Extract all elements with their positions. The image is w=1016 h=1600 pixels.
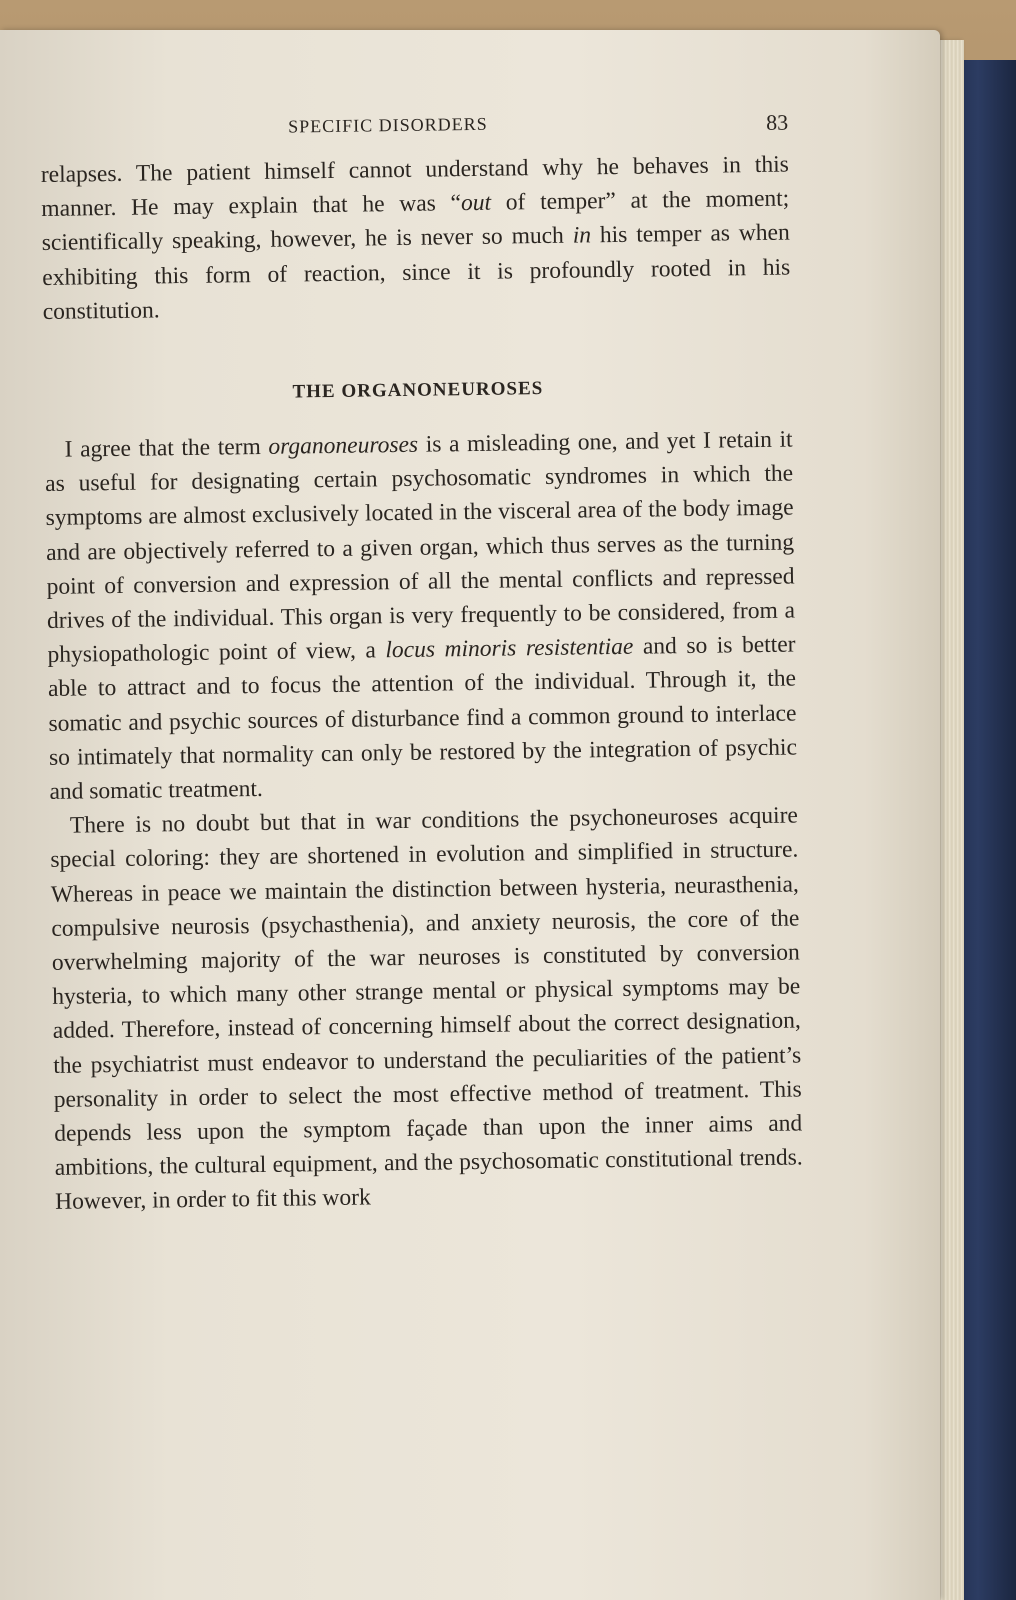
- text-run: his temper as when exhibiting this form of reaction, since it is profoundly rooted in his constitution.: [42, 219, 791, 325]
- paragraph-war-neuroses: There is no doubt but that in war conditions the psychoneuroses acquire special coloring: they are shortened in evolution and simplified in structure. Whereas in peace we maintain the distinction between hysteria, neurasthenia, compulsive neurosis (psychasthenia), and anxiety neurosis, the core of the overwhelming majority of the war neuroses is constituted by conversion hysteria, to which many other strange mental or physical symptoms may be added. Therefore, instead of concerning himself about the correct designation, the psychiatrist must endeavor to understand the peculiarities of the patient’s personality in order to select the most effective method of treatment. This depends less upon the symptom façade than upon the inner aims and ambitions, the cultural equipment, and the psychosomatic constitutional trends. However, in order to fit this work: [50, 802, 803, 1216]
- page-number: 83: [766, 109, 789, 135]
- text-run: relapses. The patient himself cannot understand why he behaves in this manner. He may explain that he was “: [40, 151, 789, 223]
- italic-term: locus minoris resistentiae: [385, 634, 634, 664]
- page-content: [40, 104, 803, 1220]
- text-run: is a misleading one, and yet I retain it as useful for designating certain psychosomatic syndromes in which the symptoms are almost exclusively located in the visceral area of the body image and are objectively referred to a given organ, which thus serves as the turning point of conversion and expression of all the mental conflicts and repressed drives of the individual. This organ is very frequently to be considered, from a physiopathologic point of view, a: [44, 426, 796, 669]
- italic-word: in: [572, 222, 592, 249]
- text-run: of temper” at the moment; scientifically speaking, however, he is never so much: [41, 185, 790, 257]
- italic-word: out: [460, 189, 492, 217]
- text-run: I agree that the term: [64, 433, 269, 463]
- italic-term: organoneuroses: [268, 431, 419, 460]
- paragraph-continued: [41, 148, 791, 329]
- paragraph-organoneuroses: [44, 423, 797, 810]
- running-title: SPECIFIC DISORDERS: [288, 113, 488, 137]
- text-run: and so is better able to attract and to focus the attention of the individual. Through it, the somatic and psychic sources of disturbance find a common ground to interlace so intimately that normality can only be restored by the integration of psychic and somatic treatment.: [47, 631, 798, 805]
- section-heading: THE ORGANONEUROSES: [292, 378, 544, 403]
- book-page: [0, 30, 940, 1600]
- running-head: [40, 104, 788, 154]
